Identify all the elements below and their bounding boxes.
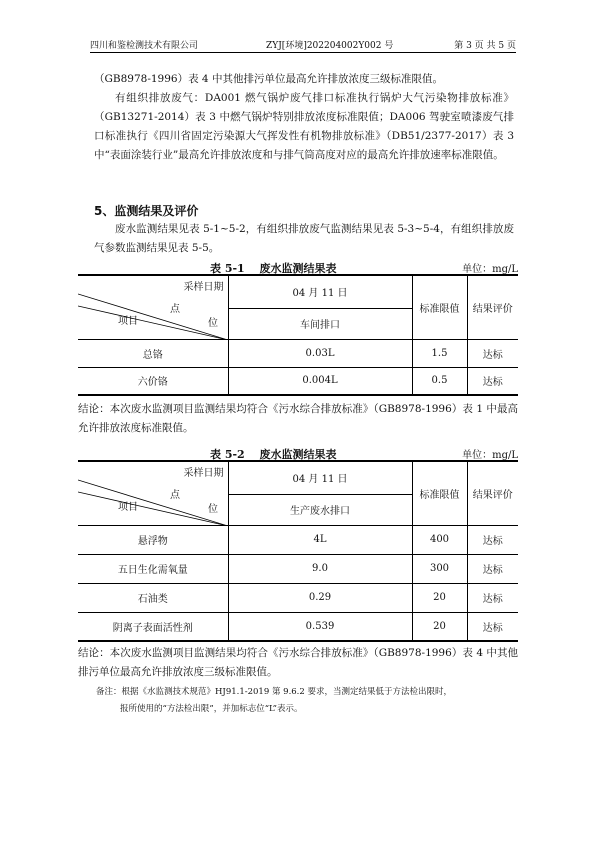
cell-item: 阴离子表面活性剂	[78, 612, 228, 641]
table2-unit: 单位：mg/L	[462, 450, 518, 461]
cell-limit: 20	[412, 583, 467, 612]
header-item: 项目	[118, 502, 138, 513]
cell-value: 0.539	[228, 612, 412, 641]
header-point: 点	[170, 490, 180, 501]
company-name: 四川和鉴检测技术有限公司	[90, 41, 199, 51]
cell-eval: 达标	[467, 367, 518, 395]
table-row	[78, 583, 518, 612]
header-sample-date: 采样日期	[183, 282, 224, 293]
cell-eval: 达标	[467, 583, 518, 612]
paragraph-gas-standards: 有组织排放废气：DA001 燃气锅炉废气排口标准执行锅炉大气污染物排放标准》（GB13271-2014）表 3 中燃气锅炉特别排放浓度标准限值；DA006 驾驶室喷漆废气排口标准执行《四川省固定污染源大气挥发性有机物排放标准》（DB51/2377-2017）表 3 中“表面涂装行业”最高允许排放浓度和与排气筒高度对应的最高允许排放速率标准限值。	[94, 92, 514, 161]
report-number: ZYJ[环境]202204002Y002 号	[266, 41, 394, 51]
cell-item: 五日生化需氧量	[78, 554, 228, 583]
table1-caption	[78, 260, 518, 274]
cell-limit: 300	[412, 554, 467, 583]
table-row	[78, 339, 518, 367]
table1-diagonal-header	[78, 275, 228, 339]
header-item: 项目	[118, 316, 138, 327]
header-sample-date: 采样日期	[183, 468, 224, 479]
cell-item: 六价铬	[78, 367, 228, 395]
page-number: 第 3 页 共 5 页	[454, 41, 516, 51]
table1-point: 车间排口	[228, 308, 412, 339]
cell-limit: 1.5	[412, 339, 467, 367]
cell-limit: 400	[412, 525, 467, 554]
header-position: 位	[208, 318, 218, 329]
table-row	[78, 612, 518, 641]
table2-evaluation-header: 结果评价	[467, 461, 518, 525]
header-point: 点	[170, 304, 180, 315]
table2-caption	[78, 446, 518, 460]
table1-unit: 单位：mg/L	[462, 264, 518, 275]
table-row	[78, 367, 518, 395]
table2-standard-header: 标准限值	[412, 461, 467, 525]
note-line-1: 备注：根据《水监测技术规范》HJ91.1-2019 第 9.6.2 要求，当测定结果低于方法检出限时，	[96, 687, 452, 697]
table1	[78, 274, 518, 396]
cell-eval: 达标	[467, 612, 518, 641]
cell-value: 0.004L	[228, 367, 412, 395]
cell-value: 0.29	[228, 583, 412, 612]
table2-conclusion: 结论：本次废水监测项目监测结果均符合《污水综合排放标准》（GB8978-1996）表 4 中其他排污单位最高允许排放浓度三级标准限值。	[78, 647, 518, 678]
table2	[78, 460, 518, 642]
paragraph-standard-ref: （GB8978-1996）表 4 中其他排污单位最高允许排放浓度三级标准限值。	[94, 73, 443, 85]
section-title: 5、监测结果及评价	[94, 204, 199, 218]
cell-item: 总铬	[78, 339, 228, 367]
header-position: 位	[208, 504, 218, 515]
cell-value: 9.0	[228, 554, 412, 583]
table2-point: 生产废水排口	[228, 494, 412, 525]
cell-value: 0.03L	[228, 339, 412, 367]
table1-conclusion: 结论：本次废水监测项目监测结果均符合《污水综合排放标准》（GB8978-1996）表 1 中最高允许排放浓度标准限值。	[78, 403, 518, 434]
cell-value: 4L	[228, 525, 412, 554]
table2-title: 表 5-2 废水监测结果表	[210, 448, 337, 461]
cell-item: 悬浮物	[78, 525, 228, 554]
cell-limit: 20	[412, 612, 467, 641]
page-header	[90, 36, 516, 53]
cell-eval: 达标	[467, 525, 518, 554]
table1-standard-header: 标准限值	[412, 275, 467, 339]
cell-item: 石油类	[78, 583, 228, 612]
cell-eval: 达标	[467, 554, 518, 583]
table-row	[78, 554, 518, 583]
cell-limit: 0.5	[412, 367, 467, 395]
table-row	[78, 525, 518, 554]
cell-eval: 达标	[467, 339, 518, 367]
table1-evaluation-header: 结果评价	[467, 275, 518, 339]
table2-date: 04 月 11 日	[228, 461, 412, 494]
table1-date: 04 月 11 日	[228, 275, 412, 308]
note-line-2: 报所使用的“方法检出限”，并加标志位“L”表示。	[120, 704, 303, 714]
table2-diagonal-header	[78, 461, 228, 525]
table1-title: 表 5-1 废水监测结果表	[210, 262, 337, 275]
paragraph-results-intro: 废水监测结果见表 5-1~5-2，有组织排放废气监测结果见表 5-3~5-4，有组织排放废气参数监测结果见表 5-5。	[94, 223, 514, 254]
